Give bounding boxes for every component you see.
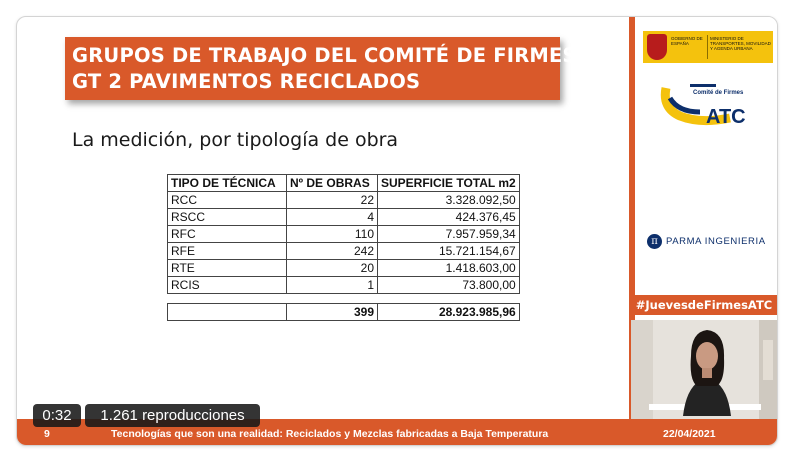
cell-tipo: RFC [168,226,287,243]
header-tipo: TIPO DE TÉCNICA [168,175,287,192]
page-number: 9 [44,428,50,440]
gov-logo [643,31,773,63]
header-superficie: SUPERFICIE TOTAL m2 [378,175,520,192]
cell-obras: 22 [287,192,378,209]
cell-tipo: RTE [168,260,287,277]
parma-logo [647,234,775,250]
hashtag-banner: #JuevesdeFirmesATC [631,295,777,315]
footer-text: Tecnologías que son una realidad: Reciclados y Mezclas fabricadas a Baja Temperatura [111,428,549,440]
speaker-video [631,320,777,419]
cell-superficie: 1.418.603,00 [378,260,520,277]
atc-logo [660,82,755,132]
table-row [168,226,520,243]
views-badge: 1.261 reproducciones [85,404,260,427]
slide-title-banner [65,37,577,100]
footer-date: 22/04/2021 [663,428,716,440]
cell-superficie: 424.376,45 [378,209,520,226]
atc-brand: ATC [706,106,746,128]
atc-subtitle: Comité de Firmes [693,90,744,96]
table-row [168,277,520,294]
gov-logo-right-text: MINISTERIO DE TRANSPORTES, MOVILIDAD Y AGENDA URBANA [710,36,771,51]
table-total-row [168,304,520,321]
table-spacer-row [168,294,520,304]
cell-total-obras: 399 [287,304,378,321]
table-row [168,260,520,277]
speaker-person-icon [631,320,777,419]
table-row [168,209,520,226]
cell-tipo: RSCC [168,209,287,226]
slide-title-line2: GT 2 PAVIMENTOS RECICLADOS [72,70,421,93]
cell-obras: 242 [287,243,378,260]
cell-total-tipo [168,304,287,321]
parma-name: PARMA INGENIERIA [666,236,766,247]
cell-tipo: RCIS [168,277,287,294]
cell-obras: 4 [287,209,378,226]
cell-superficie: 15.721.154,67 [378,243,520,260]
table-header-row [168,175,520,192]
table-row [168,243,520,260]
pi-icon: π [647,234,662,249]
table-row [168,192,520,209]
gov-logo-left-text: GOBIERNO DE ESPAÑA [671,36,703,46]
cell-tipo: RFE [168,243,287,260]
coat-of-arms-icon [647,34,667,60]
slide-title-line1: GRUPOS DE TRABAJO DEL COMITÉ DE FIRMES [72,44,577,67]
cell-obras: 1 [287,277,378,294]
timestamp-badge: 0:32 [33,404,81,427]
slide-subtitle: La medición, por tipología de obra [72,129,399,151]
cell-obras: 110 [287,226,378,243]
cell-obras: 20 [287,260,378,277]
cell-total-superficie: 28.923.985,96 [378,304,520,321]
cell-superficie: 7.957.959,34 [378,226,520,243]
cell-superficie: 3.328.092,50 [378,192,520,209]
cell-superficie: 73.800,00 [378,277,520,294]
data-table [167,174,520,321]
header-obras: Nº DE OBRAS [287,175,378,192]
video-frame[interactable] [16,16,778,446]
cell-tipo: RCC [168,192,287,209]
